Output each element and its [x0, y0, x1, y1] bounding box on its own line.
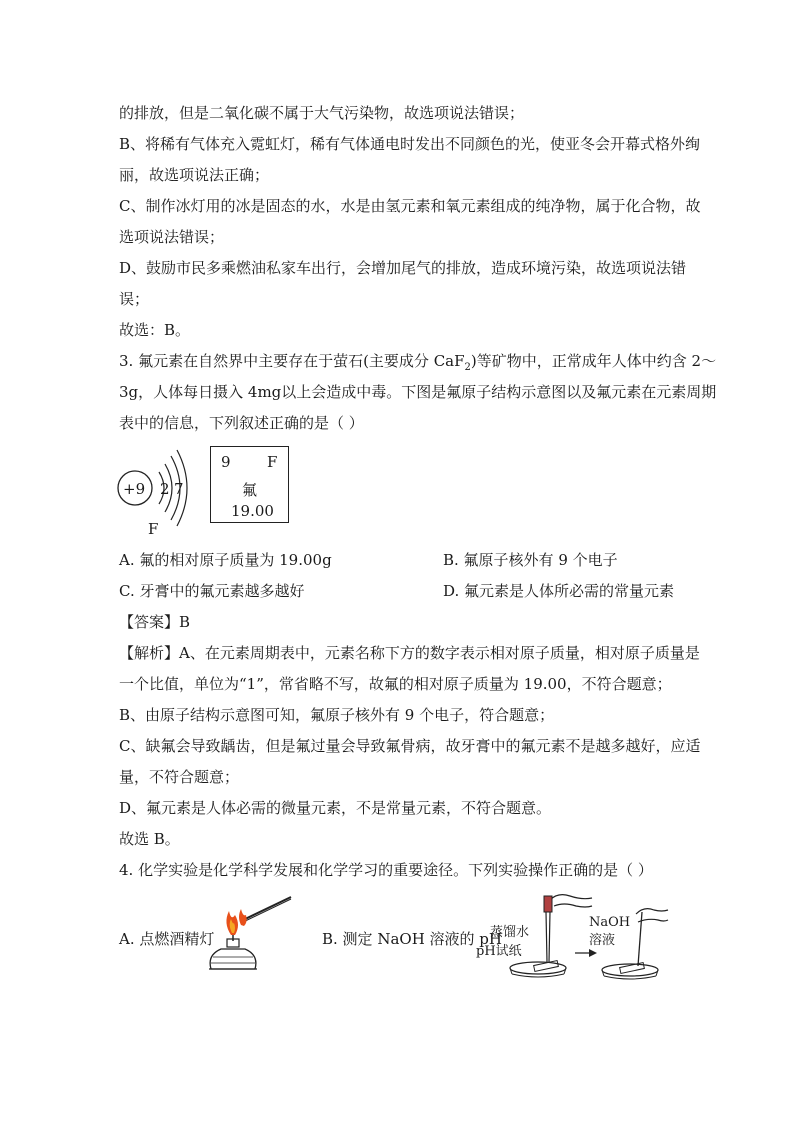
- option-a: A. 氟的相对原子质量为 19.00g: [119, 551, 332, 569]
- analysis-line: C、缺氟会导致龋齿，但是氟过量会导致氟骨病，故牙膏中的氟元素不是越多越好，应适: [119, 737, 701, 755]
- naoh-label: NaOH: [589, 915, 631, 930]
- text-line: 的排放，但是二氧化碳不属于大气污染物，故选项说法错误；: [119, 104, 525, 122]
- shell-1-electrons: 2: [160, 480, 170, 498]
- analysis-line: 一个比值，单位为“1”，常省略不写，故氟的相对原子质量为 19.00，不符合题意；: [119, 675, 672, 693]
- analysis-line: 故选 B。: [119, 830, 180, 848]
- analysis-line: 量，不符合题意；: [119, 768, 240, 786]
- text-line: B、将稀有气体充入霓虹灯，稀有气体通电时发出不同颜色的光，使亚冬会开幕式格外绚: [119, 135, 701, 153]
- question-4-stem: 4. 化学实验是化学科学发展和化学学习的重要途径。下列实验操作正确的是（ ）: [119, 861, 653, 879]
- option-b: B. 氟原子核外有 9 个电子: [443, 551, 618, 569]
- question-3-stem: 3g，人体每日摄入 4mg以上会造成中毒。下图是氟原子结构示意图以及氟元素在元素周期: [119, 383, 717, 401]
- element-symbol: F: [267, 453, 278, 471]
- analysis-line: B、由原子结构示意图可知，氟原子核外有 9 个电子，符合题意；: [119, 706, 555, 724]
- shell-2-electrons: 7: [174, 480, 184, 498]
- solution-label: 溶液: [589, 933, 616, 948]
- text-line: 丽，故选项说法正确；: [119, 166, 270, 184]
- text-line: D、鼓励市民多乘燃油私家车出行，会增加尾气的排放，造成环境污染，故选项说法错: [119, 259, 687, 277]
- question-3-stem: 表中的信息，下列叙述正确的是（ ）: [119, 414, 364, 432]
- option-c: C. 牙膏中的氟元素越多越好: [119, 582, 305, 600]
- alcohol-lamp-illustration: [205, 895, 305, 975]
- atom-symbol: F: [148, 520, 159, 538]
- distilled-water-label: 蒸馏水: [490, 925, 530, 940]
- question-3-stem: 3. 氟元素在自然界中主要存在于萤石(主要成分 CaF$_2$)等矿物中，正常成年人体中约含 2～: [119, 352, 717, 373]
- arrow-icon: [575, 948, 599, 958]
- text-line: 选项说法错误；: [119, 228, 225, 246]
- text-line: 故选：B。: [119, 321, 191, 339]
- text-line: 误；: [119, 290, 150, 308]
- atomic-number: 9: [221, 453, 231, 471]
- q4-option-a: A. 点燃酒精灯: [119, 930, 215, 948]
- q4-option-b: B. 测定 NaOH 溶液的 pH: [322, 930, 502, 948]
- analysis-line: 【解析】A、在元素周期表中，元素名称下方的数字表示相对原子质量，相对原子质量是: [119, 644, 700, 662]
- atomic-mass: 19.00: [231, 502, 274, 520]
- answer: 【答案】B: [119, 613, 191, 631]
- ph-paper-label: pH试纸: [476, 944, 522, 959]
- nucleus-label: +9: [123, 480, 146, 498]
- periodic-element-cell: [210, 446, 289, 523]
- option-d: D. 氟元素是人体所必需的常量元素: [443, 582, 675, 600]
- element-name: 氟: [242, 481, 258, 499]
- analysis-line: D、氟元素是人体必需的微量元素，不是常量元素，不符合题意。: [119, 799, 552, 817]
- text-line: C、制作冰灯用的冰是固态的水，水是由氢元素和氧元素组成的纯净物，属于化合物，故: [119, 197, 701, 215]
